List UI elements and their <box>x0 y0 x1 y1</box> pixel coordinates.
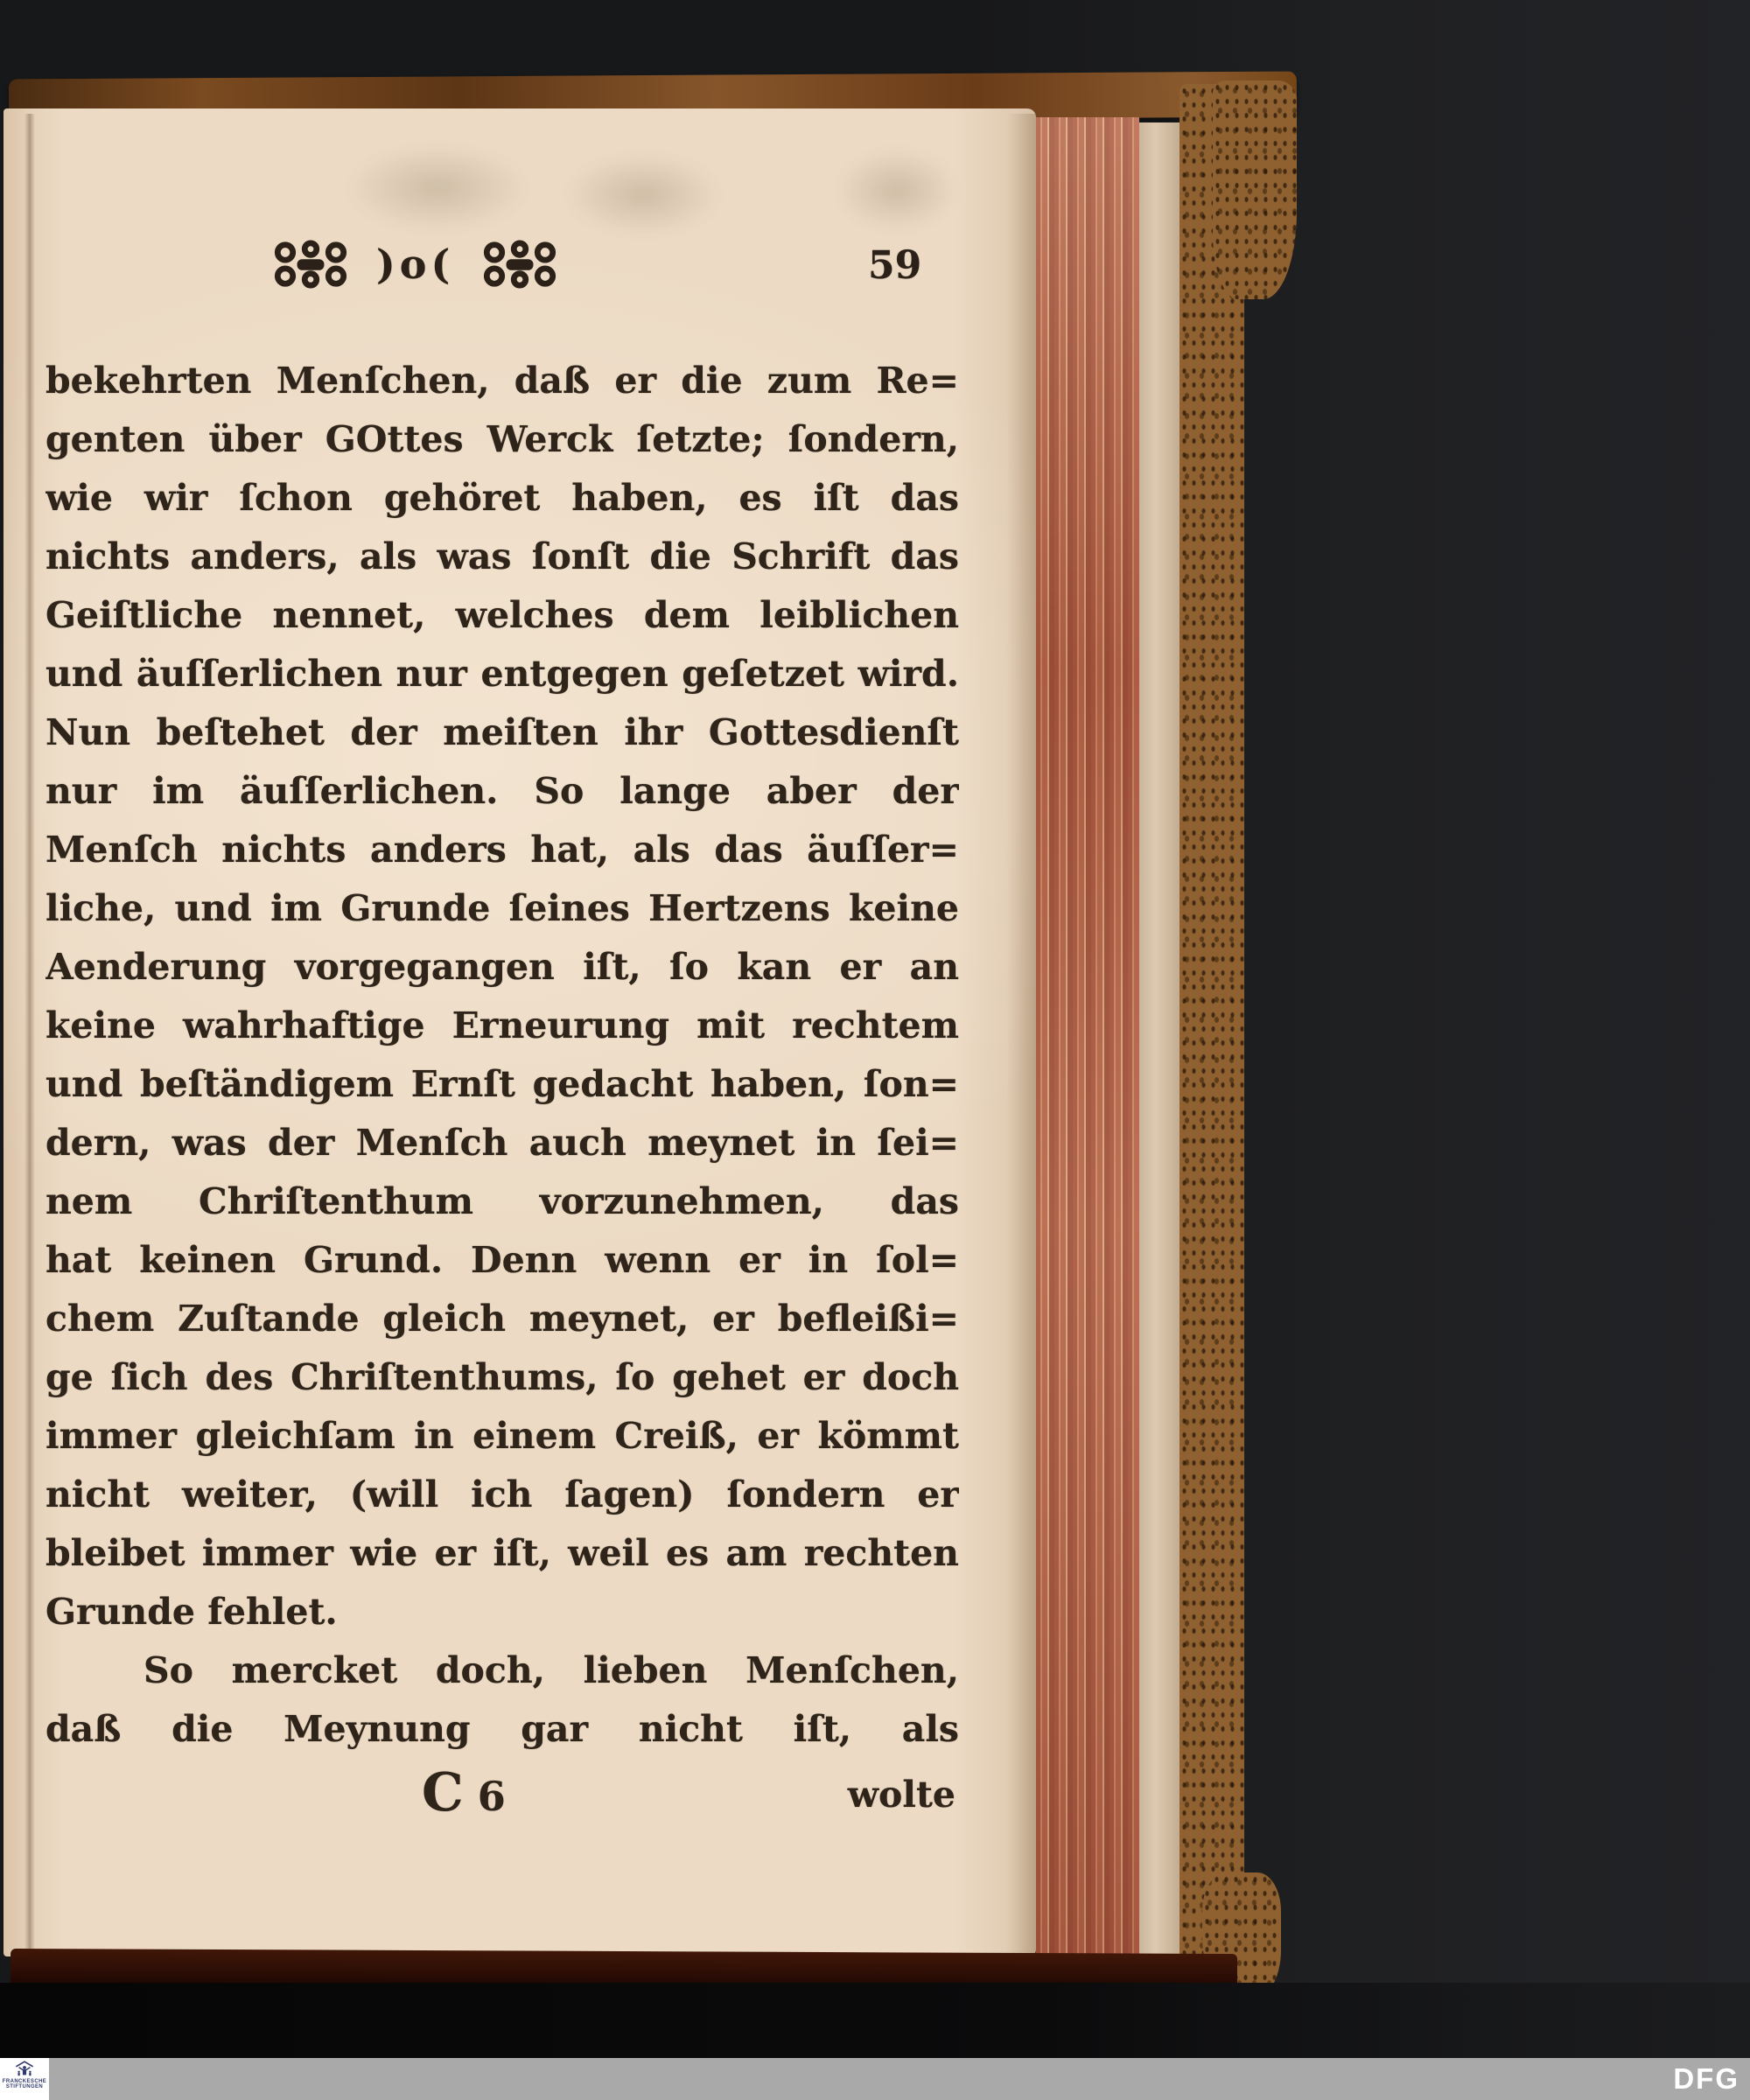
text-line: nur im äuſſerlichen. So lange aber der <box>46 770 959 812</box>
viewer-footer-bar <box>0 2058 1750 2100</box>
text-line: ge ſich des Chriſtenthums, ſo gehet er doch <box>46 1356 959 1398</box>
text-line: bleibet immer wie er iſt, weil es am rechten <box>46 1532 959 1574</box>
text-line: Nun beſtehet der meiſten ihr Gottesdienſt <box>46 711 959 753</box>
text-line: keine wahrhaftige Erneurung mit rechtem <box>46 1004 959 1046</box>
text-line: Grunde fehlet. <box>46 1591 338 1633</box>
signature-number: 6 <box>477 1773 506 1820</box>
text-line: daß die Meynung gar nicht iſt, als <box>46 1708 959 1750</box>
text-line: immer gleichſam in einem Creiß, er kömmt <box>46 1415 959 1457</box>
text-line: und äuſſerlichen nur entgegen geſetzet wird. <box>46 653 959 695</box>
book-endpaper-edge <box>1139 122 1180 1960</box>
text-line: Aenderung vorgegangen iſt, ſo kan er an <box>46 946 959 988</box>
signature-initial: C <box>422 1762 464 1824</box>
francke-logo-text-line2: STIFTUNGEN <box>5 2084 44 2090</box>
page-right-edge-shadow <box>1006 114 1036 1955</box>
ornament-separator: )o( <box>376 241 455 288</box>
francke-logo-text-line1: FRANCKESCHE <box>2 2079 47 2084</box>
text-line: nicht weiter, (will ich ſagen) ſondern er <box>46 1474 959 1516</box>
signature-mark <box>422 1762 506 1827</box>
text-line: bekehrten Menſchen, daß er die zum Re= <box>46 360 959 402</box>
fleuron-ornament-icon <box>472 239 568 290</box>
text-line: hat keinen Grund. Denn wenn er in ſol= <box>46 1239 959 1281</box>
ink-showthrough-smudge <box>346 144 529 232</box>
page-number: 59 <box>868 243 922 288</box>
text-line: dern, was der Menſch auch meynet in ſei= <box>46 1122 959 1164</box>
page-gutter-crease <box>24 114 35 1951</box>
book-cover-corner-top <box>1213 80 1297 299</box>
francke-emblem-icon <box>14 2060 35 2079</box>
catchword: wolte <box>847 1774 956 1816</box>
text-line: Menſch nichts anders hat, als das äuſſer= <box>46 829 959 871</box>
text-line: genten über GOttes Werck ſetzte; ſondern, <box>46 418 959 460</box>
text-line: chem Zuſtande gleich meynet, er befleißi= <box>46 1298 959 1340</box>
ink-showthrough-smudge <box>564 153 722 236</box>
text-line: und beſtändigem Ernſt gedacht haben, ſon= <box>46 1063 959 1105</box>
text-line: Geiſtliche nennet, welches dem leiblichen <box>46 594 959 636</box>
book-cover-edge <box>1180 84 1244 2000</box>
text-line: wie wir ſchon gehöret haben, es iſt das <box>46 477 959 519</box>
signature-line <box>46 1762 959 1829</box>
text-line: liche, und im Grunde ſeines Hertzens keine <box>46 887 959 929</box>
dfg-logo: DFG <box>1673 2062 1740 2095</box>
francke-stiftungen-logo <box>0 2058 49 2100</box>
text-line: nem Chriſtenthum vorzunehmen, das <box>46 1180 959 1222</box>
text-line: nichts anders, als was ſonſt die Schrift das <box>46 536 959 578</box>
background-shadow <box>0 1983 1750 2058</box>
text-line-paragraph-start: So mercket doch, lieben Menſchen, <box>144 1649 959 1691</box>
ink-showthrough-smudge <box>836 149 958 232</box>
fleuron-ornament-icon <box>262 239 359 290</box>
header-ornament <box>262 236 568 292</box>
text-block <box>46 352 959 1759</box>
book-fore-edge-pages <box>1036 117 1139 1962</box>
